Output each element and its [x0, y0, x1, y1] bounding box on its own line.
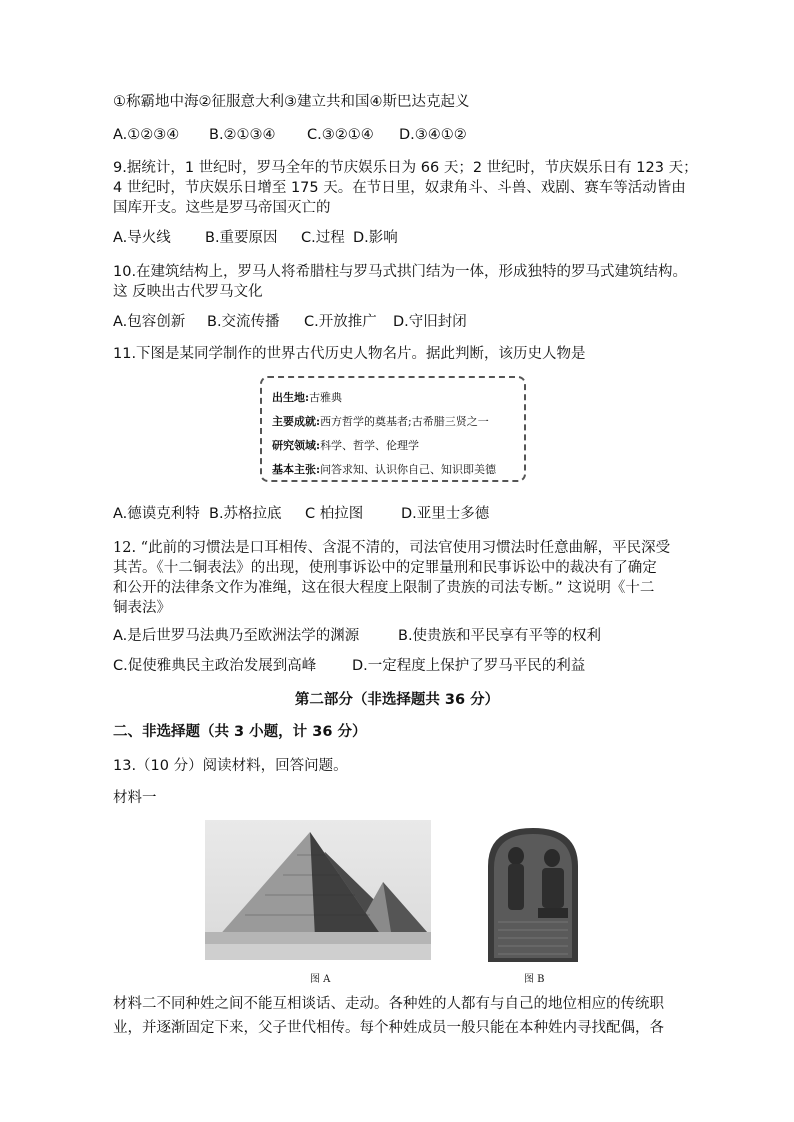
material-two-line-2: 业，并逐渐固定下来，父子世代相传。每个种姓成员一般只能在本种姓内寻找配偶，各 — [113, 1020, 664, 1036]
card-label: 研究领域: — [272, 439, 321, 452]
figure-a-caption: 图 A — [310, 974, 331, 985]
q12-option-c[interactable]: C.促使雅典民主政治发展到高峰 — [113, 658, 317, 674]
q9-option-c[interactable]: C.过程 — [301, 230, 345, 246]
part-two-title: 第二部分（非选择题共 36 分） — [294, 692, 500, 708]
pyramids-image — [205, 820, 431, 960]
q9-line-1: 9.据统计，1 世纪时，罗马全年的节庆娱乐日为 66 天；2 世纪时，节庆娱乐日有 123 天； — [113, 160, 698, 176]
q10-option-d[interactable]: D.守旧封闭 — [393, 314, 467, 330]
q11-option-d[interactable]: D.亚里士多德 — [401, 506, 490, 522]
card-value: 科学、哲学、伦理学 — [320, 439, 420, 452]
q10-options — [113, 312, 467, 332]
q12-option-d[interactable]: D.一定程度上保护了罗马平民的利益 — [352, 658, 586, 674]
card-row-birthplace — [272, 386, 514, 410]
q10-line-1: 10.在建筑结构上，罗马人将希腊柱与罗马式拱门结为一体，形成独特的罗马式建筑结构。 — [113, 264, 688, 280]
q11-option-c[interactable]: C 柏拉图 — [305, 506, 364, 522]
q9-option-b[interactable]: B.重要原因 — [205, 230, 278, 246]
q8-items: ①称霸地中海②征服意大利③建立共和国④斯巴达克起义 — [113, 94, 470, 110]
q11-stem: 11.下图是某同学制作的世界古代历史人物名片。据此判断，该历史人物是 — [113, 346, 586, 362]
card-row-ideas — [272, 458, 514, 482]
q8-option-a[interactable]: A.①②③④ — [113, 127, 180, 143]
card-value: 古雅典 — [309, 391, 343, 404]
q11-option-b[interactable]: B.苏格拉底 — [209, 506, 282, 522]
q12-options-row-1 — [113, 626, 601, 646]
q9-option-a[interactable]: A.导火线 — [113, 230, 171, 246]
q10-option-c[interactable]: C.开放推广 — [304, 314, 377, 330]
q12-options-row-2 — [113, 656, 585, 676]
card-value: 西方哲学的奠基者;古希腊三贤之一 — [320, 415, 489, 428]
card-row-achievement — [272, 410, 514, 434]
stele-image — [478, 826, 588, 962]
card-row-field — [272, 434, 514, 458]
card-label: 出生地: — [272, 391, 310, 404]
material-one-label: 材料一 — [113, 790, 157, 806]
q11-options — [113, 504, 489, 524]
q10-option-a[interactable]: A.包容创新 — [113, 314, 186, 330]
q12-option-b[interactable]: B.使贵族和平民享有平等的权利 — [398, 628, 602, 644]
q12-line-3: 和公开的法律条文作为准绳，这在很大程度上限制了贵族的司法专断。” 这说明《十二 — [113, 580, 655, 596]
q10-line-2: 这 反映出古代罗马文化 — [113, 284, 263, 300]
q8-option-c[interactable]: C.③②①④ — [307, 127, 374, 143]
q11-option-a[interactable]: A.德谟克利特 — [113, 506, 200, 522]
figure-b-caption: 图 B — [524, 974, 545, 985]
historical-figure-card — [260, 376, 526, 482]
q12-option-a[interactable]: A.是后世罗马法典乃至欧洲法学的渊源 — [113, 628, 360, 644]
card-label: 主要成就: — [272, 415, 321, 428]
q8-option-b[interactable]: B.②①③④ — [209, 127, 276, 143]
q13-stem: 13.（10 分）阅读材料，回答问题。 — [113, 758, 348, 774]
q8-options — [113, 125, 467, 145]
q10-option-b[interactable]: B.交流传播 — [207, 314, 280, 330]
material-two-line-1: 材料二不同种姓之间不能互相谈话、走动。各种姓的人都有与自己的地位相应的传统职 — [113, 996, 664, 1012]
q9-line-2: 4 世纪时，节庆娱乐日增至 175 天。在节日里，奴隶角斗、斗兽、戏剧、赛车等活动皆由 — [113, 180, 686, 196]
q9-options — [113, 228, 398, 248]
q12-line-4: 铜表法》 — [113, 600, 171, 616]
q9-option-d[interactable]: D.影响 — [353, 230, 398, 246]
q12-line-2: 其苦。《十二铜表法》的出现，使刑事诉讼中的定罪量刑和民事诉讼中的裁决有了确定 — [113, 560, 657, 576]
card-value: 问答求知、认识你自己、知识即美德 — [320, 463, 497, 476]
q8-option-d[interactable]: D.③④①② — [399, 127, 467, 143]
card-label: 基本主张: — [272, 463, 321, 476]
q12-line-1: 12. “此前的习惯法是口耳相传、含混不清的，司法官使用习惯法时任意曲解，平民深受 — [113, 540, 671, 556]
q9-line-3: 国库开支。这些是罗马帝国灭亡的 — [113, 200, 331, 216]
section-two-heading: 二、非选择题（共 3 小题，计 36 分） — [113, 724, 367, 740]
